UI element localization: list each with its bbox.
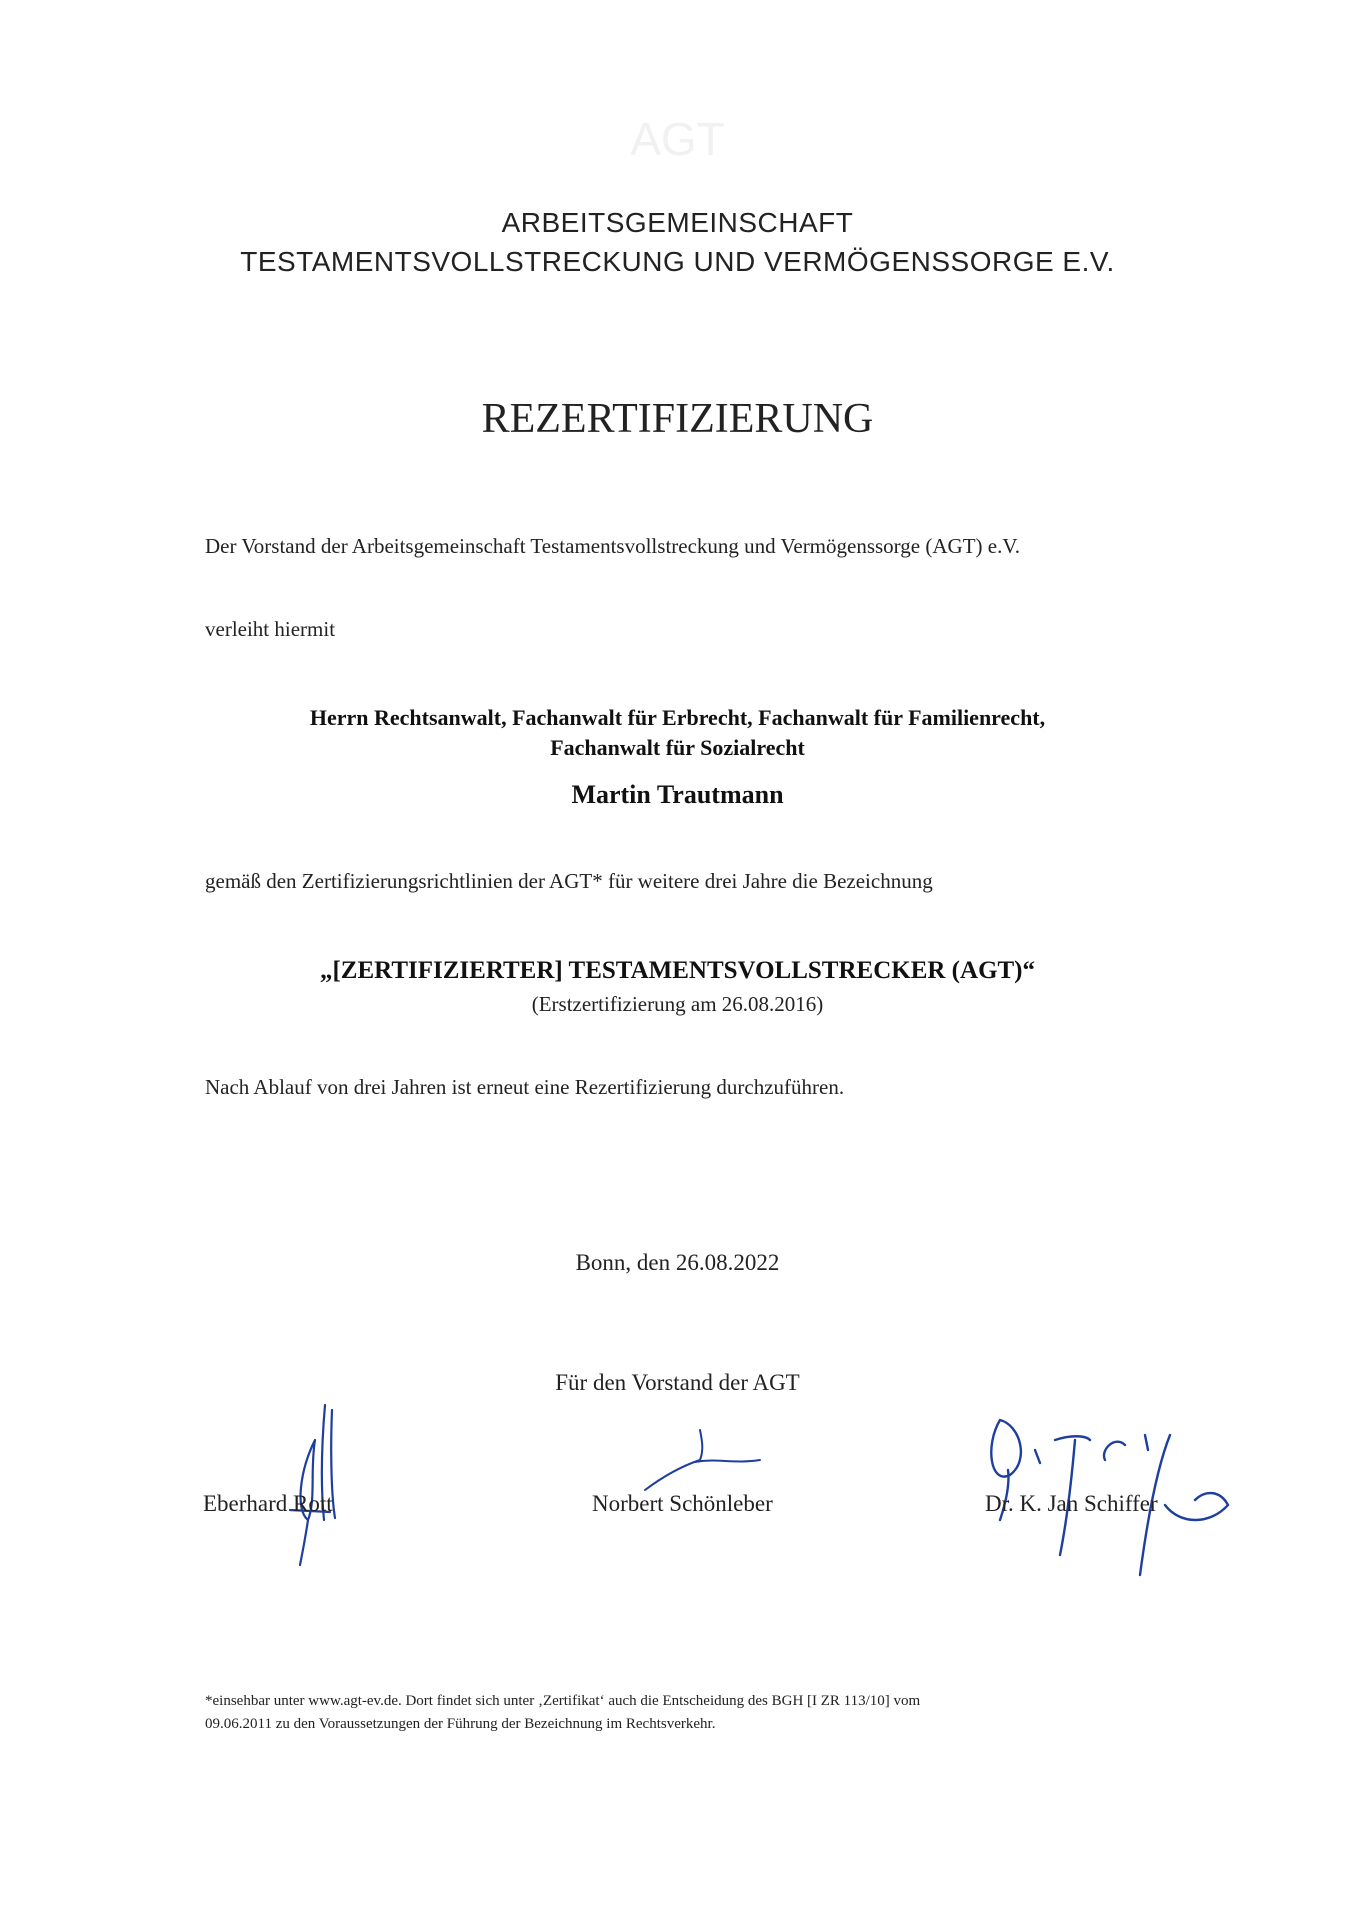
grant-text: verleiht hiermit: [205, 617, 336, 641]
intro-text: Der Vorstand der Arbeitsgemeinschaft Testamentsvollstreckung und Vermögenssorge (AGT) e.V.: [205, 534, 1021, 558]
recipient-name: Martin Trautmann: [571, 780, 784, 809]
signatory-rott: Eberhard Rott: [203, 1491, 333, 1516]
guidelines-text: gemäß den Zertifizierungsrichtlinien der AGT* für weitere drei Jahre die Bezeichnung: [205, 869, 933, 893]
renewal-note: Nach Ablauf von drei Jahren ist erneut eine Rezertifizierung durchzuführen.: [205, 1075, 845, 1099]
recipient-title-line2: Fachanwalt für Sozialrecht: [550, 735, 805, 760]
signatory-schoenleber: Norbert Schönleber: [592, 1491, 773, 1516]
board-label: Für den Vorstand der AGT: [555, 1370, 800, 1395]
org-name-line1: ARBEITSGEMEINSCHAFT: [501, 207, 854, 238]
signatory-schiffer: Dr. K. Jan Schiffer: [985, 1491, 1158, 1516]
designation: „[ZERTIFIZIERTER] TESTAMENTSVOLLSTRECKER (AGT)“: [319, 957, 1036, 984]
watermark: AGT: [630, 113, 725, 165]
document-title: REZERTIFIZIERUNG: [481, 396, 874, 442]
place-date: Bonn, den 26.08.2022: [575, 1250, 780, 1275]
first-certification: (Erstzertifizierung am 26.08.2016): [531, 992, 824, 1016]
signature-schoenleber: [640, 1420, 790, 1500]
signature-rott: [250, 1400, 360, 1570]
footnote-line1: *einsehbar unter www.agt-ev.de. Dort findet sich unter ‚Zertifikat‘ auch die Entscheidung des BGH [I ZR 113/10] vom: [205, 1693, 921, 1709]
footnote: [205, 1690, 1165, 1736]
org-name-line2: TESTAMENTSVOLLSTRECKUNG UND VERMÖGENSSORGE E.V.: [240, 246, 1115, 277]
recipient-title-line1: Herrn Rechtsanwalt, Fachanwalt für Erbrecht, Fachanwalt für Familienrecht,: [309, 705, 1046, 730]
footnote-line2: 09.06.2011 zu den Voraussetzungen der Führung der Bezeichnung im Rechtsverkehr.: [205, 1716, 716, 1732]
